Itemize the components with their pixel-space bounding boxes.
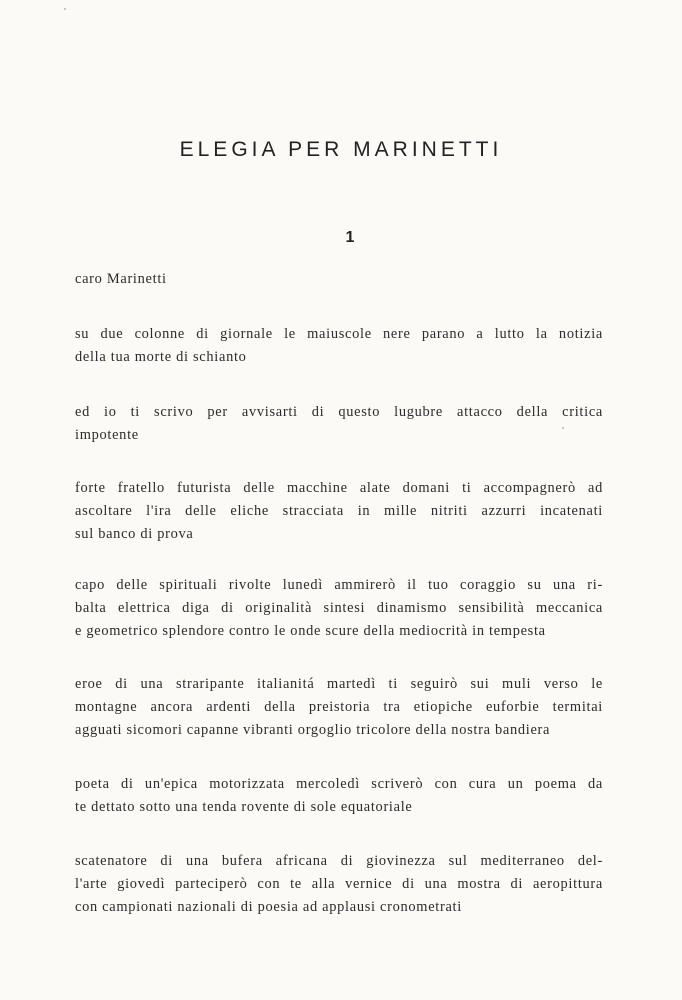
stanza-line: montagne ancora ardenti della preistoria tra etiopiche euforbie termitai (75, 699, 603, 715)
stanza-line: balta elettrica diga di originalità sintesi dinamismo sensibilità meccanica (75, 600, 603, 616)
stanza-line: agguati sicomori capanne vibranti orgoglio tricolore della nostra bandiera (75, 722, 551, 738)
stanza-line: impotente (75, 427, 139, 443)
stanza-line: eroe di una straripante italianitá martedì ti seguirò sui muli verso le (75, 676, 603, 692)
stanza-3 (75, 401, 603, 447)
stanza-line: ascoltare l'ira delle eliche stracciata in mille nitriti azzurri incatenati (75, 503, 603, 519)
stanza-line: te dettato sotto una tenda rovente di sole equatoriale (75, 799, 413, 815)
stanza-line: della tua morte di schianto (75, 349, 247, 365)
stanza-5 (75, 574, 603, 643)
poem-title: ELEGIA PER MARINETTI (179, 138, 503, 161)
stanza-1 (75, 268, 603, 291)
stanza-6 (75, 673, 603, 742)
stanza-7 (75, 773, 603, 819)
stanza-2 (75, 323, 603, 369)
stanza-line: forte fratello futurista delle macchine alate domani ti accompagnerò ad (75, 480, 603, 496)
stanza-line: l'arte giovedì parteciperò con te alla vernice di una mostra di aeropittura (75, 876, 603, 892)
stanza-8 (75, 850, 603, 919)
stanza-line: con campionati nazionali di poesia ad applausi cronometrati (75, 899, 462, 915)
stanza-line: e geometrico splendore contro le onde scure della mediocrità in tempesta (75, 623, 546, 639)
stanza-line: scatenatore di una bufera africana di giovinezza sul mediterraneo del- (75, 853, 603, 869)
section-number: 1 (345, 229, 355, 246)
stanza-line: ed io ti scrivo per avvisarti di questo lugubre attacco della critica (75, 404, 603, 420)
stanza-line: poeta di un'epica motorizzata mercoledì scriverò con cura un poema da (75, 776, 603, 792)
paper-speck (562, 427, 564, 429)
paper-speck (64, 8, 66, 10)
stanza-line: sul banco di prova (75, 526, 194, 542)
stanza-line: su due colonne di giornale le maiuscole nere parano a lutto la notizia (75, 326, 603, 342)
stanza-4 (75, 477, 603, 546)
stanza-line: caro Marinetti (75, 271, 167, 287)
stanza-line: capo delle spirituali rivolte lunedì ammirerò il tuo coraggio su una ri- (75, 577, 603, 593)
